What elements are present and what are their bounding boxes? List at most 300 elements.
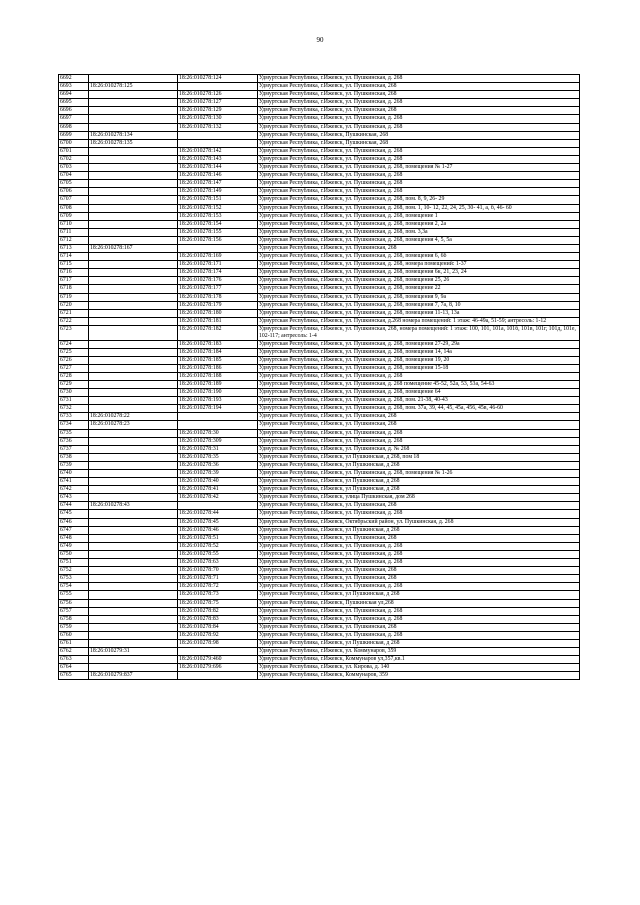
table-row bbox=[59, 656, 580, 664]
table-row bbox=[59, 293, 580, 301]
table-row bbox=[59, 212, 580, 220]
building-cadastral-cell bbox=[89, 615, 178, 623]
building-cadastral-cell bbox=[89, 91, 178, 99]
table-row bbox=[59, 461, 580, 469]
address-cell: Удмуртская Республика, г.Ижевск, ул. Пушкинская, д. 268 bbox=[258, 99, 580, 107]
page-number: 90 bbox=[316, 36, 324, 44]
address-cell: Удмуртская Республика, г.Ижевск, ул. Пушкинская, д. 268, помещения 6, 6б bbox=[258, 253, 580, 261]
address-cell: Удмуртская Республика, г.Ижевск, ул. Пушкинская, 268 bbox=[258, 83, 580, 91]
premise-cadastral-cell: 18:26:010278:124 bbox=[178, 75, 258, 83]
address-cell: Удмуртская Республика, г.Ижевск, ул. Пушкинская, д. 268, номера помещений: 1-37 bbox=[258, 261, 580, 269]
row-number-cell: 6725 bbox=[59, 348, 89, 356]
premise-cadastral-cell: 18:26:010278:98 bbox=[178, 639, 258, 647]
premise-cadastral-cell bbox=[178, 413, 258, 421]
building-cadastral-cell bbox=[89, 99, 178, 107]
premise-cadastral-cell bbox=[178, 502, 258, 510]
row-number-cell: 6722 bbox=[59, 317, 89, 325]
premise-cadastral-cell: 18:26:010278:130 bbox=[178, 115, 258, 123]
row-number-cell: 6710 bbox=[59, 220, 89, 228]
building-cadastral-cell bbox=[89, 147, 178, 155]
table-row bbox=[59, 228, 580, 236]
building-cadastral-cell bbox=[89, 317, 178, 325]
row-number-cell: 6730 bbox=[59, 389, 89, 397]
premise-cadastral-cell: 18:26:010278:84 bbox=[178, 623, 258, 631]
row-number-cell: 6732 bbox=[59, 405, 89, 413]
address-cell: Удмуртская Республика, г.Ижевск, ул. Пушкинская, д. 268, пом. 8, 9, 26- 29 bbox=[258, 196, 580, 204]
cadastral-register-table bbox=[58, 74, 580, 680]
address-cell: Удмуртская Республика, г.Ижевск, ул. Пушкинская, д. 268 bbox=[258, 559, 580, 567]
table-row bbox=[59, 75, 580, 83]
building-cadastral-cell bbox=[89, 599, 178, 607]
building-cadastral-cell bbox=[89, 204, 178, 212]
building-cadastral-cell bbox=[89, 372, 178, 380]
table-row bbox=[59, 348, 580, 356]
row-number-cell: 6699 bbox=[59, 131, 89, 139]
row-number-cell: 6756 bbox=[59, 599, 89, 607]
premise-cadastral-cell: 18:26:010278:55 bbox=[178, 550, 258, 558]
building-cadastral-cell bbox=[89, 380, 178, 388]
row-number-cell: 6694 bbox=[59, 91, 89, 99]
building-cadastral-cell bbox=[89, 591, 178, 599]
address-cell: Удмуртская Республика, г.Ижевск, улица Пушкинская, дом 268 bbox=[258, 494, 580, 502]
table-row bbox=[59, 453, 580, 461]
row-number-cell: 6701 bbox=[59, 147, 89, 155]
premise-cadastral-cell: 18:26:010278:152 bbox=[178, 204, 258, 212]
building-cadastral-cell: 18:26:010278:23 bbox=[89, 421, 178, 429]
address-cell: Удмуртская Республика, г.Ижевск, ул. Пушкинская, д. 268, помещения 15-18 bbox=[258, 364, 580, 372]
row-number-cell: 6736 bbox=[59, 437, 89, 445]
address-cell: Удмуртская Республика, г.Ижевск, Пушкинская ул,268 bbox=[258, 599, 580, 607]
table-row bbox=[59, 236, 580, 244]
table-row bbox=[59, 372, 580, 380]
row-number-cell: 6752 bbox=[59, 567, 89, 575]
premise-cadastral-cell: 18:26:010278:52 bbox=[178, 542, 258, 550]
building-cadastral-cell bbox=[89, 356, 178, 364]
table-row bbox=[59, 550, 580, 558]
row-number-cell: 6741 bbox=[59, 478, 89, 486]
row-number-cell: 6761 bbox=[59, 639, 89, 647]
building-cadastral-cell bbox=[89, 172, 178, 180]
table-row bbox=[59, 405, 580, 413]
premise-cadastral-cell: 18:26:010278:174 bbox=[178, 269, 258, 277]
building-cadastral-cell: 18:26:010278:22 bbox=[89, 413, 178, 421]
premise-cadastral-cell: 18:26:010278:153 bbox=[178, 212, 258, 220]
premise-cadastral-cell: 18:26:010278:154 bbox=[178, 220, 258, 228]
address-cell: Удмуртская Республика, г.Ижевск, ул. Пушкинская, 268 bbox=[258, 107, 580, 115]
table-row bbox=[59, 83, 580, 91]
premise-cadastral-cell: 18:26:010278:44 bbox=[178, 510, 258, 518]
row-number-cell: 6714 bbox=[59, 253, 89, 261]
building-cadastral-cell bbox=[89, 212, 178, 220]
premise-cadastral-cell: 18:26:010278:144 bbox=[178, 164, 258, 172]
address-cell: Удмуртская Республика, г.Ижевск, ул Пушкинская, д 268 bbox=[258, 486, 580, 494]
table-row bbox=[59, 429, 580, 437]
row-number-cell: 6755 bbox=[59, 591, 89, 599]
row-number-cell: 6739 bbox=[59, 461, 89, 469]
premise-cadastral-cell: 18:26:010278:171 bbox=[178, 261, 258, 269]
premise-cadastral-cell: 18:26:010278:51 bbox=[178, 534, 258, 542]
premise-cadastral-cell: 18:26:010278:156 bbox=[178, 236, 258, 244]
table-row bbox=[59, 309, 580, 317]
table-row bbox=[59, 518, 580, 526]
address-cell: Удмуртская Республика, г.Ижевск, ул. Пушкинская, д. 268 помещение 45-52, 52а, 53, 53а, 54-63 bbox=[258, 380, 580, 388]
row-number-cell: 6717 bbox=[59, 277, 89, 285]
table-row bbox=[59, 172, 580, 180]
table-row bbox=[59, 437, 580, 445]
premise-cadastral-cell bbox=[178, 648, 258, 656]
premise-cadastral-cell: 18:26:010278:40 bbox=[178, 478, 258, 486]
premise-cadastral-cell: 18:26:010278:180 bbox=[178, 309, 258, 317]
table-row bbox=[59, 615, 580, 623]
building-cadastral-cell bbox=[89, 510, 178, 518]
address-cell: Удмуртская Республика, г.Ижевск, ул. Пушкинская, д. 268 bbox=[258, 615, 580, 623]
address-cell: Удмуртская Республика, г.Ижевск, ул. Пушкинская, 268 bbox=[258, 502, 580, 510]
address-cell: Удмуртская Республика, г.Ижевск, ул. Пушкинская, д. 268, помещения 27-29, 29а bbox=[258, 340, 580, 348]
building-cadastral-cell bbox=[89, 293, 178, 301]
row-number-cell: 6696 bbox=[59, 107, 89, 115]
building-cadastral-cell: 18:26:010278:134 bbox=[89, 131, 178, 139]
address-cell: Удмуртская Республика, г.Ижевск, ул. Пушкинская, д. 268 bbox=[258, 180, 580, 188]
row-number-cell: 6704 bbox=[59, 172, 89, 180]
table-row bbox=[59, 99, 580, 107]
table-row bbox=[59, 623, 580, 631]
table-row bbox=[59, 413, 580, 421]
building-cadastral-cell bbox=[89, 567, 178, 575]
row-number-cell: 6745 bbox=[59, 510, 89, 518]
premise-cadastral-cell: 18:26:010278:92 bbox=[178, 631, 258, 639]
address-cell: Удмуртская Республика, г.Ижевск, ул. Пушкинская, 268 bbox=[258, 413, 580, 421]
building-cadastral-cell bbox=[89, 623, 178, 631]
address-cell: Удмуртская Республика, г.Ижевск, ул. Пушкинская, 268 bbox=[258, 575, 580, 583]
table-row bbox=[59, 664, 580, 672]
address-cell: Удмуртская Республика, г.Ижевск, ул. Пушкинская, д. 268, помещения 6к, 21, 23, 24 bbox=[258, 269, 580, 277]
row-number-cell: 6735 bbox=[59, 429, 89, 437]
row-number-cell: 6697 bbox=[59, 115, 89, 123]
address-cell: Удмуртская Республика, г.Ижевск, ул. Пушкинская, д. 268 bbox=[258, 115, 580, 123]
row-number-cell: 6765 bbox=[59, 672, 89, 680]
table-row bbox=[59, 380, 580, 388]
building-cadastral-cell bbox=[89, 542, 178, 550]
premise-cadastral-cell: 18:26:010278:73 bbox=[178, 591, 258, 599]
premise-cadastral-cell: 18:26:010278:70 bbox=[178, 567, 258, 575]
row-number-cell: 6751 bbox=[59, 559, 89, 567]
building-cadastral-cell: 18:26:010279:31 bbox=[89, 648, 178, 656]
address-cell: Удмуртская Республика, г.Ижевск, ул Пушкинская, д 268 bbox=[258, 591, 580, 599]
building-cadastral-cell bbox=[89, 196, 178, 204]
table-row bbox=[59, 139, 580, 147]
row-number-cell: 6759 bbox=[59, 623, 89, 631]
row-number-cell: 6757 bbox=[59, 607, 89, 615]
premise-cadastral-cell: 18:26:010278:75 bbox=[178, 599, 258, 607]
building-cadastral-cell: 18:26:010278:43 bbox=[89, 502, 178, 510]
address-cell: Удмуртская Республика, г.Ижевск, ул. Пушкинская, д. 268 bbox=[258, 372, 580, 380]
row-number-cell: 6715 bbox=[59, 261, 89, 269]
address-cell: Удмуртская Республика, г.Ижевск, ул. Пушкинская, д. 268, пом. 3,3а bbox=[258, 228, 580, 236]
premise-cadastral-cell: 18:26:010278:71 bbox=[178, 575, 258, 583]
table-row bbox=[59, 567, 580, 575]
premise-cadastral-cell: 18:26:010278:151 bbox=[178, 196, 258, 204]
table-row bbox=[59, 542, 580, 550]
table-row bbox=[59, 164, 580, 172]
table-row bbox=[59, 526, 580, 534]
premise-cadastral-cell bbox=[178, 421, 258, 429]
premise-cadastral-cell: 18:26:010278:186 bbox=[178, 364, 258, 372]
premise-cadastral-cell bbox=[178, 139, 258, 147]
building-cadastral-cell bbox=[89, 429, 178, 437]
row-number-cell: 6700 bbox=[59, 139, 89, 147]
row-number-cell: 6705 bbox=[59, 180, 89, 188]
premise-cadastral-cell: 18:26:010278:127 bbox=[178, 99, 258, 107]
address-cell: Удмуртская Республика, г.Ижевск, ул. Пушкинская, д. 268 bbox=[258, 631, 580, 639]
building-cadastral-cell bbox=[89, 123, 178, 131]
table-row bbox=[59, 253, 580, 261]
premise-cadastral-cell: 18:26:010278:179 bbox=[178, 301, 258, 309]
row-number-cell: 6702 bbox=[59, 155, 89, 163]
address-cell: Удмуртская Республика, г.Ижевск, Пушкинская, 268 bbox=[258, 131, 580, 139]
row-number-cell: 6709 bbox=[59, 212, 89, 220]
address-cell: Удмуртская Республика, г.Ижевск, ул. Пушкинская, д. 268 bbox=[258, 188, 580, 196]
building-cadastral-cell bbox=[89, 301, 178, 309]
address-cell: Удмуртская Республика, г.Ижевск, ул Пушкинская, д 268 bbox=[258, 526, 580, 534]
premise-cadastral-cell: 18:26:010278:35 bbox=[178, 453, 258, 461]
building-cadastral-cell bbox=[89, 277, 178, 285]
building-cadastral-cell: 18:26:010278:135 bbox=[89, 139, 178, 147]
address-cell: Удмуртская Республика, г.Ижевск, Пушкинская, 268 bbox=[258, 139, 580, 147]
premise-cadastral-cell: 18:26:010279:460 bbox=[178, 656, 258, 664]
table-row bbox=[59, 277, 580, 285]
address-cell: Удмуртская Республика, г.Ижевск, ул Пушкинская, д 268, пом 18 bbox=[258, 453, 580, 461]
building-cadastral-cell bbox=[89, 253, 178, 261]
row-number-cell: 6707 bbox=[59, 196, 89, 204]
building-cadastral-cell bbox=[89, 494, 178, 502]
row-number-cell: 6724 bbox=[59, 340, 89, 348]
address-cell: Удмуртская Республика, г.Ижевск, ул. Пушкинская, д. 268, помещение 64 bbox=[258, 389, 580, 397]
premise-cadastral-cell: 18:26:010278:184 bbox=[178, 348, 258, 356]
table-row bbox=[59, 397, 580, 405]
building-cadastral-cell bbox=[89, 437, 178, 445]
address-cell: Удмуртская Республика, г.Ижевск, ул. Пушкинская, 268 bbox=[258, 91, 580, 99]
premise-cadastral-cell: 18:26:010278:146 bbox=[178, 172, 258, 180]
address-cell: Удмуртская Республика, г.Ижевск, ул. Пушкинская, д. 268, помещения 9, 9а bbox=[258, 293, 580, 301]
row-number-cell: 6749 bbox=[59, 542, 89, 550]
table-row bbox=[59, 559, 580, 567]
address-cell: Удмуртская Республика, г.Ижевск, ул. Пушкинская, 268 bbox=[258, 623, 580, 631]
address-cell: Удмуртская Республика, г.Ижевск, ул. Пушкинская, д. 268 bbox=[258, 542, 580, 550]
premise-cadastral-cell bbox=[178, 83, 258, 91]
table-row bbox=[59, 317, 580, 325]
table-row bbox=[59, 591, 580, 599]
building-cadastral-cell bbox=[89, 397, 178, 405]
address-cell: Удмуртская Республика, г.Ижевск, ул. Пушкинская, д. 268 bbox=[258, 550, 580, 558]
table-row bbox=[59, 486, 580, 494]
building-cadastral-cell bbox=[89, 348, 178, 356]
premise-cadastral-cell: 18:26:010278:183 bbox=[178, 340, 258, 348]
table-row bbox=[59, 470, 580, 478]
table-row bbox=[59, 356, 580, 364]
address-cell: Удмуртская Республика, г.Ижевск, ул. Коммунаров, 359 bbox=[258, 648, 580, 656]
table-row bbox=[59, 91, 580, 99]
table-row bbox=[59, 510, 580, 518]
building-cadastral-cell: 18:26:010278:167 bbox=[89, 244, 178, 252]
row-number-cell: 6723 bbox=[59, 325, 89, 340]
address-cell: Удмуртская Республика, г.Ижевск, ул. Пушкинская, д. 268 bbox=[258, 123, 580, 131]
table-row bbox=[59, 196, 580, 204]
building-cadastral-cell bbox=[89, 325, 178, 340]
row-number-cell: 6763 bbox=[59, 656, 89, 664]
table-row bbox=[59, 180, 580, 188]
table-row bbox=[59, 364, 580, 372]
building-cadastral-cell bbox=[89, 518, 178, 526]
building-cadastral-cell bbox=[89, 75, 178, 83]
address-cell: Удмуртская Республика, г.Ижевск, ул. Пушкинская, д. 268 bbox=[258, 147, 580, 155]
table-row bbox=[59, 147, 580, 155]
address-cell: Удмуртская Республика, г.Ижевск, ул. Пушкинская, д. 268, помещения 25, 26 bbox=[258, 277, 580, 285]
address-cell: Удмуртская Республика, г.Ижевск, Октябрьский район, ул. Пушкинская, д. 268 bbox=[258, 518, 580, 526]
premise-cadastral-cell: 18:26:010278:188 bbox=[178, 372, 258, 380]
row-number-cell: 6693 bbox=[59, 83, 89, 91]
row-number-cell: 6733 bbox=[59, 413, 89, 421]
premise-cadastral-cell: 18:26:010278:129 bbox=[178, 107, 258, 115]
table-row bbox=[59, 478, 580, 486]
row-number-cell: 6731 bbox=[59, 397, 89, 405]
address-cell: Удмуртская Республика, г.Ижевск, ул Пушкинская, д 268 bbox=[258, 478, 580, 486]
premise-cadastral-cell: 18:26:010278:63 bbox=[178, 559, 258, 567]
address-cell: Удмуртская Республика, г.Ижевск, ул. Пушкинская, д. 268, помещение 22 bbox=[258, 285, 580, 293]
row-number-cell: 6706 bbox=[59, 188, 89, 196]
building-cadastral-cell bbox=[89, 285, 178, 293]
building-cadastral-cell bbox=[89, 656, 178, 664]
building-cadastral-cell bbox=[89, 115, 178, 123]
row-number-cell: 6750 bbox=[59, 550, 89, 558]
table-row bbox=[59, 301, 580, 309]
premise-cadastral-cell: 18:26:010278:177 bbox=[178, 285, 258, 293]
table-row bbox=[59, 204, 580, 212]
address-cell: Удмуртская Республика, г.Ижевск, ул. Пушкинская, 268 bbox=[258, 534, 580, 542]
building-cadastral-cell bbox=[89, 155, 178, 163]
row-number-cell: 6764 bbox=[59, 664, 89, 672]
table-row bbox=[59, 599, 580, 607]
premise-cadastral-cell: 18:26:010278:143 bbox=[178, 155, 258, 163]
address-cell: Удмуртская Республика, г.Ижевск, ул. Пушкинская, д. 268 bbox=[258, 437, 580, 445]
premise-cadastral-cell: 18:26:010278:83 bbox=[178, 615, 258, 623]
table-row bbox=[59, 631, 580, 639]
row-number-cell: 6747 bbox=[59, 526, 89, 534]
table-row bbox=[59, 648, 580, 656]
row-number-cell: 6740 bbox=[59, 470, 89, 478]
building-cadastral-cell bbox=[89, 389, 178, 397]
table-row bbox=[59, 269, 580, 277]
premise-cadastral-cell: 18:26:010278:45 bbox=[178, 518, 258, 526]
row-number-cell: 6762 bbox=[59, 648, 89, 656]
row-number-cell: 6737 bbox=[59, 445, 89, 453]
address-cell: Удмуртская Республика, г.Ижевск, ул. Пушкинская, д. 268, помещения 2, 2а bbox=[258, 220, 580, 228]
table-row bbox=[59, 123, 580, 131]
address-cell: Удмуртская Республика, г.Ижевск, ул. Пушкинская, д. 268, пом. 37а, 39, 44, 45, 45а, 456, 45в, 46-60 bbox=[258, 405, 580, 413]
address-cell: Удмуртская Республика, г.Ижевск, ул. Пушкинская, д.268 номера помещений: 1 этаж: 46-49а, 51-59; антресоль: 1-12 bbox=[258, 317, 580, 325]
premise-cadastral-cell: 18:26:010278:181 bbox=[178, 317, 258, 325]
premise-cadastral-cell: 18:26:010278:82 bbox=[178, 607, 258, 615]
address-cell: Удмуртская Республика, г.Ижевск, ул. Пушкинская, д. 268 bbox=[258, 155, 580, 163]
address-cell: Удмуртская Республика, г.Ижевск, ул. Пушкинская, д. 268 bbox=[258, 75, 580, 83]
premise-cadastral-cell: 18:26:010278:178 bbox=[178, 293, 258, 301]
building-cadastral-cell bbox=[89, 470, 178, 478]
building-cadastral-cell bbox=[89, 107, 178, 115]
address-cell: Удмуртская Республика, г.Ижевск, ул. Пушкинская, д. № 268 bbox=[258, 445, 580, 453]
premise-cadastral-cell bbox=[178, 131, 258, 139]
address-cell: Удмуртская Республика, г.Ижевск, ул. Пушкинская, д. 268, помещения 7, 7а, 8, 10 bbox=[258, 301, 580, 309]
address-cell: Удмуртская Республика, г.Ижевск, ул. Пушкинская, 268, номера помещений: 1 этаж: 100, 101, 101а, 101б, 101в, 101г, 101д, 101е, 102-117; антресоль: 1-4 bbox=[258, 325, 580, 340]
row-number-cell: 6729 bbox=[59, 380, 89, 388]
building-cadastral-cell bbox=[89, 364, 178, 372]
address-cell: Удмуртская Республика, г.Ижевск, ул. Пушкинская, д. 268, помещения 4, 5, 5а bbox=[258, 236, 580, 244]
row-number-cell: 6698 bbox=[59, 123, 89, 131]
building-cadastral-cell bbox=[89, 405, 178, 413]
premise-cadastral-cell: 18:26:010278:31 bbox=[178, 445, 258, 453]
building-cadastral-cell: 18:26:010279:837 bbox=[89, 672, 178, 680]
address-cell: Удмуртская Республика, г.Ижевск, ул. Пушкинская, д. 268, пом. 21-38, 40-43 bbox=[258, 397, 580, 405]
address-cell: Удмуртская Республика, г.Ижевск, ул. Пушкинская, д. 268 bbox=[258, 607, 580, 615]
row-number-cell: 6726 bbox=[59, 356, 89, 364]
table-row bbox=[59, 534, 580, 542]
table-row bbox=[59, 421, 580, 429]
row-number-cell: 6720 bbox=[59, 301, 89, 309]
premise-cadastral-cell: 18:26:010278:169 bbox=[178, 253, 258, 261]
address-cell: Удмуртская Республика, г.Ижевск, Коммунаров, 359 bbox=[258, 672, 580, 680]
premise-cadastral-cell: 18:26:010278:193 bbox=[178, 397, 258, 405]
building-cadastral-cell bbox=[89, 269, 178, 277]
row-number-cell: 6742 bbox=[59, 486, 89, 494]
row-number-cell: 6760 bbox=[59, 631, 89, 639]
premise-cadastral-cell: 18:26:010278:46 bbox=[178, 526, 258, 534]
row-number-cell: 6713 bbox=[59, 244, 89, 252]
premise-cadastral-cell: 18:26:010278:309 bbox=[178, 437, 258, 445]
address-cell: Удмуртская Республика, г.Ижевск, ул. Пушкинская, д. 268 bbox=[258, 429, 580, 437]
row-number-cell: 6721 bbox=[59, 309, 89, 317]
row-number-cell: 6716 bbox=[59, 269, 89, 277]
building-cadastral-cell bbox=[89, 461, 178, 469]
premise-cadastral-cell: 18:26:010278:126 bbox=[178, 91, 258, 99]
building-cadastral-cell bbox=[89, 236, 178, 244]
row-number-cell: 6703 bbox=[59, 164, 89, 172]
row-number-cell: 6754 bbox=[59, 583, 89, 591]
table-row bbox=[59, 131, 580, 139]
building-cadastral-cell bbox=[89, 664, 178, 672]
address-cell: Удмуртская Республика, г.Ижевск, ул. Пушкинская, д. 268, помещение 1 bbox=[258, 212, 580, 220]
address-cell: Удмуртская Республика, г.Ижевск, ул. Пушкинская, д. 268 bbox=[258, 510, 580, 518]
premise-cadastral-cell: 18:26:010278:36 bbox=[178, 461, 258, 469]
premise-cadastral-cell: 18:26:010278:132 bbox=[178, 123, 258, 131]
table-row bbox=[59, 115, 580, 123]
row-number-cell: 6734 bbox=[59, 421, 89, 429]
premise-cadastral-cell: 18:26:010278:185 bbox=[178, 356, 258, 364]
premise-cadastral-cell: 18:26:010278:142 bbox=[178, 147, 258, 155]
table-row bbox=[59, 285, 580, 293]
building-cadastral-cell bbox=[89, 575, 178, 583]
building-cadastral-cell bbox=[89, 559, 178, 567]
table-row bbox=[59, 155, 580, 163]
table-row bbox=[59, 389, 580, 397]
building-cadastral-cell: 18:26:010278:125 bbox=[89, 83, 178, 91]
building-cadastral-cell bbox=[89, 583, 178, 591]
table-row bbox=[59, 340, 580, 348]
row-number-cell: 6727 bbox=[59, 364, 89, 372]
table-row bbox=[59, 220, 580, 228]
address-cell: Удмуртская Республика, г.Ижевск, ул. Пушкинская, 268 bbox=[258, 421, 580, 429]
row-number-cell: 6718 bbox=[59, 285, 89, 293]
table-row bbox=[59, 502, 580, 510]
building-cadastral-cell bbox=[89, 188, 178, 196]
building-cadastral-cell bbox=[89, 309, 178, 317]
